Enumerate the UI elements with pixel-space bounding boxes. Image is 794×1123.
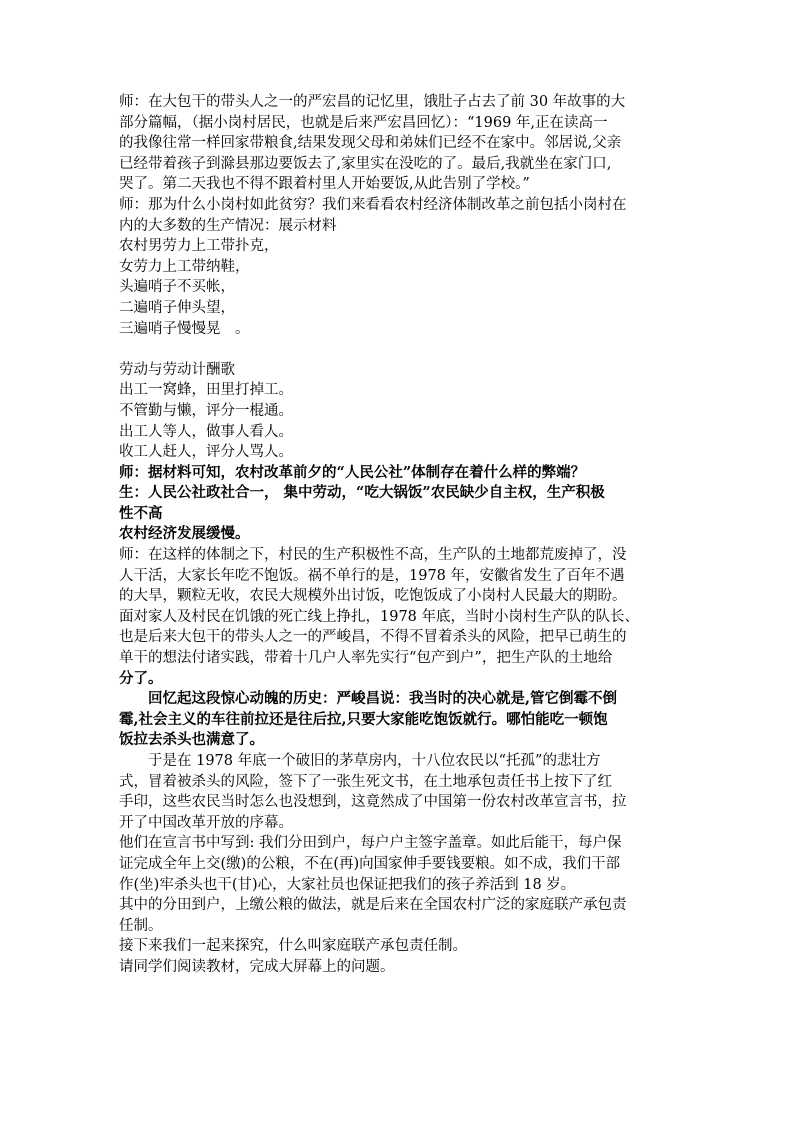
text-line: 农村男劳力上工带扑克， <box>119 238 279 255</box>
text-line: 不管勤与懒，评分一棍通。 <box>119 402 293 419</box>
text-line: 也是后来大包干的带头人之一的严峻昌，不得不冒着杀头的风险，把早已萌生的 <box>119 629 627 646</box>
text-line: 接下来我们一起来探究，什么叫家庭联产承包责任制。 <box>119 938 467 955</box>
text-line: 已经带着孩子到滁县那边要饭去了,家里实在没吃的了。最后,我就坐在家门口, <box>119 155 612 172</box>
text-line: 霉,社会主义的车往前拉还是往后拉,只要大家能吃饱饭就行。哪怕能吃一顿饱 <box>119 710 608 728</box>
text-line: 出工人等人，做事人看人。 <box>119 423 293 440</box>
text-line: 的大旱，颗粒无收，农民大规模外出讨饭，吃饱饭成了小岗村人民最大的期盼。 <box>119 588 627 605</box>
text-line: 性不高 <box>119 504 163 522</box>
text-line: 生：人民公社政社合一， 集中劳动，“吃大锅饭”农民缺少自主权，生产积极 <box>119 484 605 502</box>
text-line: 饭拉去杀头也满意了。 <box>119 731 264 749</box>
document-body <box>119 92 675 978</box>
text-line: 劳动与劳动计酬歌 <box>119 361 235 378</box>
text-line: 于是在 1978 年底一个破旧的茅草房内，十八位农民以“托孤”的悲壮方 <box>148 753 601 769</box>
text-line: 头遍哨子不买帐， <box>119 279 235 296</box>
text-line: 师：在大包干的带头人之一的严宏昌的记忆里，饿肚子占去了前 30 年故事的大 <box>119 94 626 110</box>
text-line: 师：据材料可知，农村改革前夕的“人民公社”体制存在着什么样的弊端？ <box>119 463 586 481</box>
text-line: 证完成全年上交(缴)的公粮，不在(再)向国家伸手要钱要粮。如不成，我们干部 <box>119 855 621 872</box>
text-line: 开了中国改革开放的序幕。 <box>119 814 293 831</box>
text-line: 二遍哨子伸头望， <box>119 299 235 316</box>
text-line: 分了。 <box>119 669 163 687</box>
text-line: 内的大多数的生产情况：展示材料 <box>119 217 337 234</box>
text-line: 手印，这些农民当时怎么也没想到，这竟然成了中国第一份农村改革宣言书，拉 <box>119 794 627 811</box>
text-line: 部分篇幅，（据小岗村居民，也就是后来严宏昌回忆）：“1969 年,正在读高一 <box>119 114 608 131</box>
text-line: 面对家人及村民在饥饿的死亡线上挣扎，1978 年底，当时小岗村生产队的队长、 <box>119 608 640 625</box>
text-line: 回忆起这段惊心动魄的历史：严峻昌说：我当时的决心就是,管它倒霉不倒 <box>148 690 618 708</box>
text-line: 的我像往常一样回家带粮食,结果发现父母和弟妹们已经不在家中。邻居说,父亲 <box>119 135 622 152</box>
text-line: 三遍哨子慢慢晃 。 <box>119 320 250 337</box>
text-line: 哭了。第二天我也不得不跟着村里人开始要饭,从此告别了学校。” <box>119 176 530 193</box>
text-line: 师：那为什么小岗村如此贫穷？我们来看看农村经济体制改革之前包括小岗村在 <box>119 196 627 213</box>
text-line: 单干的想法付诸实践，带着十几户人率先实行“包产到户”，把生产队的土地给 <box>119 650 613 667</box>
blank-line <box>119 339 675 360</box>
text-line: 式，冒着被杀头的风险，签下了一张生死文书，在土地承包责任书上按下了红 <box>119 773 612 790</box>
text-line: 作(坐)牢杀头也干(甘)心，大家社员也保证把我们的孩子养活到 18 岁。 <box>119 876 576 893</box>
text-line: 请同学们阅读教材，完成大屏幕上的问题。 <box>119 958 395 975</box>
text-line: 任制。 <box>119 917 163 934</box>
text-line: 人干活，大家长年吃不饱饭。祸不单行的是，1978 年，安徽省发生了百年不遇 <box>119 567 625 584</box>
text-line: 他们在宣言书中写到: 我们分田到户，每户户主签字盖章。如此后能干，每户保 <box>119 835 622 852</box>
text-line: 女劳力上工带纳鞋， <box>119 258 250 275</box>
text-line: 其中的分田到户，上缴公粮的做法，就是后来在全国农村广泛的家庭联产承包责 <box>119 897 627 914</box>
text-line: 出工一窝蜂，田里打掉工。 <box>119 382 293 399</box>
text-line: 农村经济发展缓慢。 <box>119 525 250 543</box>
text-line: 收工人赶人，评分人骂人。 <box>119 444 293 461</box>
text-line: 师：在这样的体制之下，村民的生产积极性不高，生产队的土地都荒废掉了，没 <box>119 547 627 564</box>
